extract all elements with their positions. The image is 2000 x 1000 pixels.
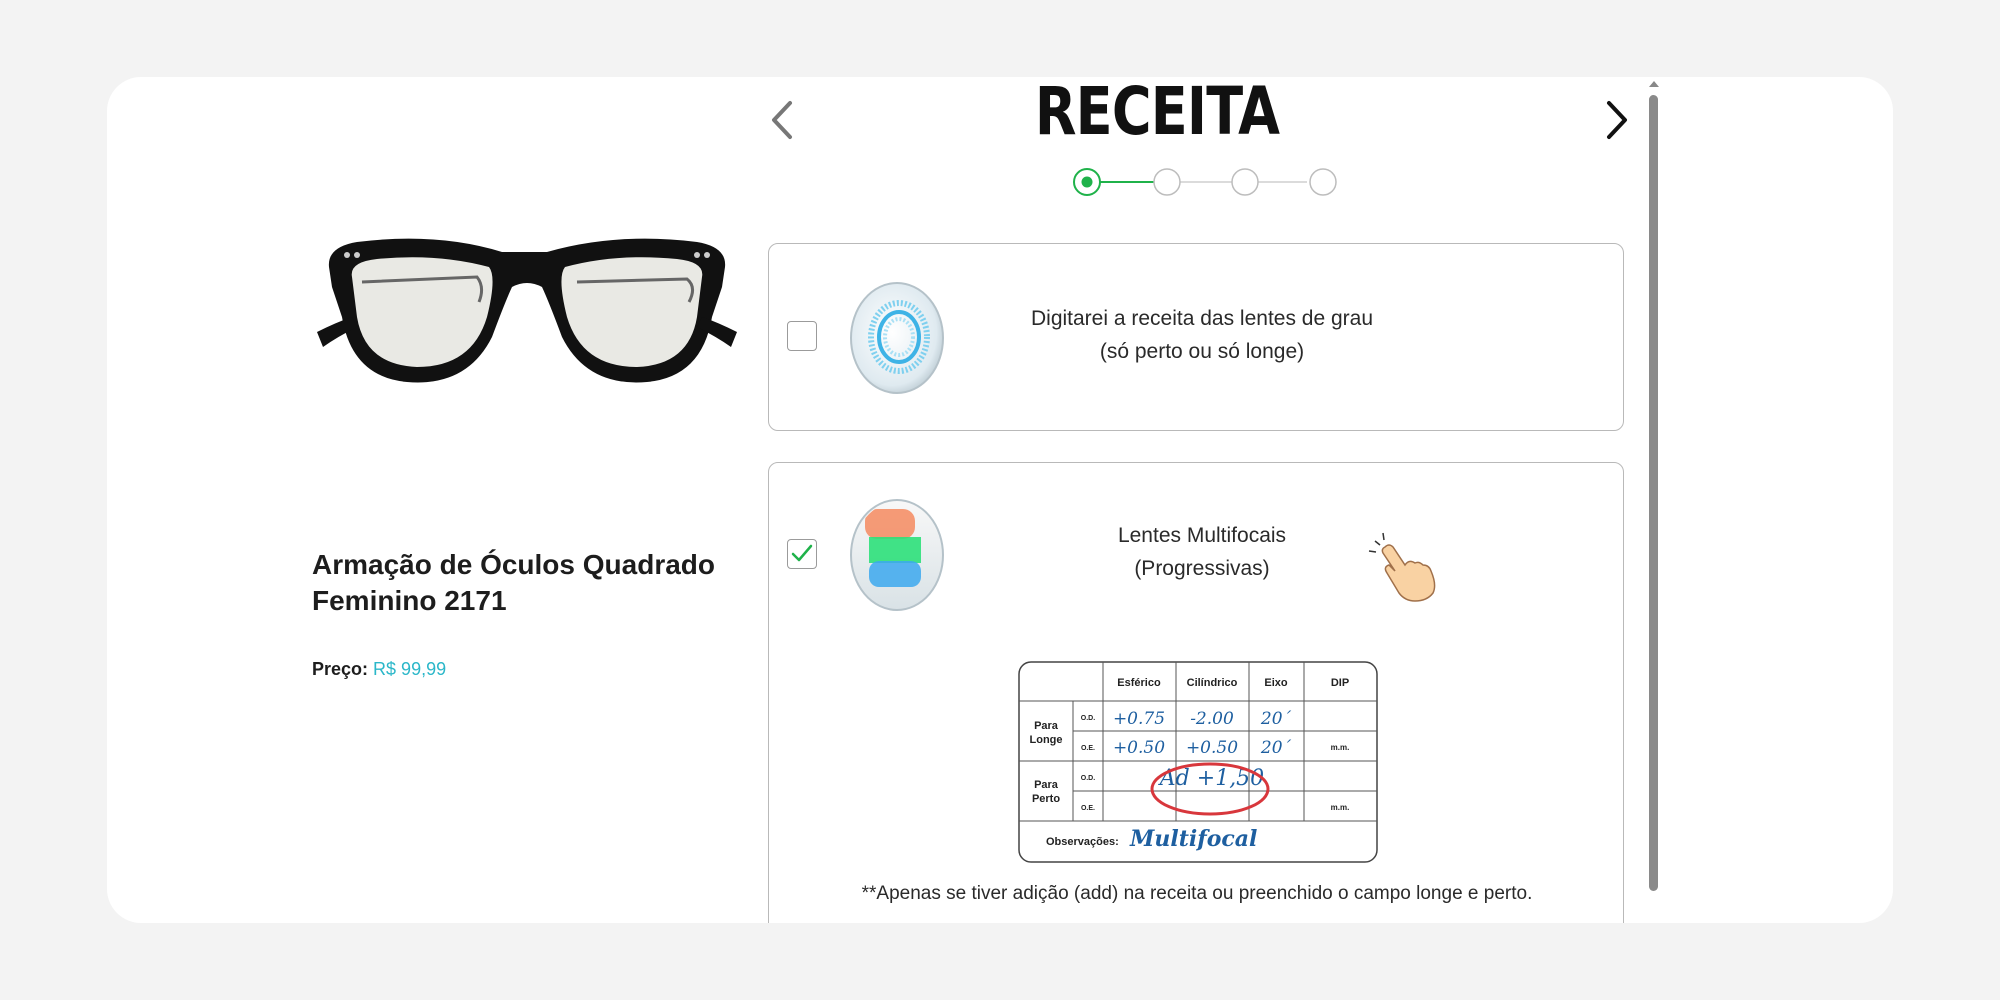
rx-row-longe-2: Longe xyxy=(1029,734,1063,746)
rx-row-perto-2: Perto xyxy=(1031,793,1061,805)
product-price xyxy=(312,659,446,680)
rx-oe-perto: O.E. xyxy=(1080,805,1096,812)
scroll-up-arrow-icon[interactable] xyxy=(1649,81,1659,87)
scrollbar[interactable] xyxy=(1647,77,1661,923)
chevron-right-icon[interactable] xyxy=(1597,95,1637,145)
step-4 xyxy=(1310,169,1336,195)
single-vision-lens-icon xyxy=(847,280,947,396)
rx-mm-longe: m.m. xyxy=(1330,743,1350,752)
rx-obs-label: Observações: xyxy=(1046,836,1119,848)
rx-row-perto-1: Para xyxy=(1034,779,1058,791)
rx-col-esferico: Esférico xyxy=(1117,677,1161,689)
multifocal-line2: (Progressivas) xyxy=(1134,557,1270,580)
rx-col-cilindrico: Cilíndrico xyxy=(1186,677,1238,689)
multifocal-checkbox[interactable] xyxy=(787,539,817,569)
rx-adicao: Ad +1,50 xyxy=(1159,766,1265,791)
rx-longe-oe-esf: +0.50 xyxy=(1112,738,1166,758)
price-value: R$ 99,99 xyxy=(373,659,447,679)
rx-mm-perto: m.m. xyxy=(1330,803,1350,812)
option-single-vision[interactable] xyxy=(768,243,1624,431)
rx-longe-od-cil: -2.00 xyxy=(1190,709,1234,729)
prescription-example-image xyxy=(1018,661,1378,863)
single-vision-checkbox[interactable] xyxy=(787,321,817,351)
rx-longe-oe-cil: +0.50 xyxy=(1185,738,1239,758)
prescription-modal xyxy=(107,77,1893,923)
multifocal-text xyxy=(969,519,1435,585)
checkmark-icon xyxy=(788,540,815,567)
rx-longe-oe-eixo: 20´ xyxy=(1260,738,1292,758)
progress-stepper xyxy=(1057,164,1337,200)
pointing-hand-icon xyxy=(1367,531,1441,603)
scrollbar-thumb[interactable] xyxy=(1649,95,1658,891)
step-1-dot xyxy=(1082,177,1093,188)
chevron-left-icon[interactable] xyxy=(762,95,802,145)
product-title xyxy=(312,547,732,619)
single-vision-text xyxy=(969,302,1435,368)
product-title-line1: Armação de Óculos Quadrado xyxy=(312,549,715,580)
option-multifocal[interactable] xyxy=(768,462,1624,923)
price-label: Preço: xyxy=(312,659,369,679)
single-vision-line2: (só perto ou só longe) xyxy=(1099,340,1305,363)
rx-longe-od-esf: +0.75 xyxy=(1112,709,1166,729)
rx-row-longe-1: Para xyxy=(1034,720,1058,732)
step-2 xyxy=(1154,169,1180,195)
rx-longe-od-eixo: 20´ xyxy=(1260,709,1292,729)
rx-od-longe: O.D. xyxy=(1080,715,1096,722)
rx-oe-longe: O.E. xyxy=(1080,745,1096,752)
rx-od-perto: O.D. xyxy=(1080,775,1096,782)
single-vision-line1: Digitarei a receita das lentes de grau xyxy=(1030,307,1374,330)
multifocal-line1: Lentes Multifocais xyxy=(1117,524,1287,547)
step-3 xyxy=(1232,169,1258,195)
glasses-product-image xyxy=(317,207,737,437)
product-title-line2: Feminino 2171 xyxy=(312,585,507,616)
rx-col-eixo: Eixo xyxy=(1264,677,1288,689)
rx-col-dip: DIP xyxy=(1330,677,1350,689)
multifocal-lens-icon xyxy=(847,497,947,613)
rx-obs-value: Multifocal xyxy=(1130,826,1258,852)
multifocal-note: **Apenas se tiver adição (add) na receita ou preenchido o campo longe e perto. xyxy=(861,883,1533,904)
page-title: RECEITA xyxy=(1034,77,1280,150)
